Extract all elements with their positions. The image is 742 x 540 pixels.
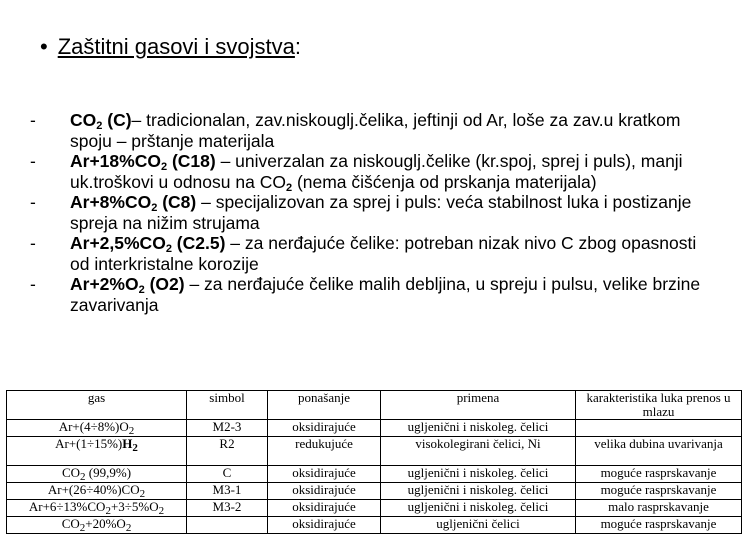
gas-formula: Ar+18%CO (70, 151, 161, 171)
gas-name (70, 110, 132, 130)
slide-title (40, 34, 301, 60)
gas-code: (C2.5) (171, 233, 226, 253)
gas-description: – tradicionalan, zav.niskouglj.čelika, jeftinji od Ar, loše za zav.u kratkom spoju – prštanje materijala (70, 110, 681, 151)
title-colon: : (294, 34, 302, 59)
gas-code: (C18) (167, 151, 216, 171)
cell-gas: $Ar+6\div 13\%CO_2+3\div 5\%O_2$ (7, 500, 187, 517)
cell-karakteristika: moguće rasprskavanje (576, 483, 742, 500)
cell-primena: visokolegirani čelici, Ni (381, 437, 576, 466)
cell-karakteristika: velika dubina uvarivanja (576, 437, 742, 466)
cell-gas: $Ar+(1\div 15\%)H_2$ (7, 437, 187, 466)
gas-formula: CO (70, 110, 97, 130)
gas-table (6, 390, 742, 534)
cell-karakteristika: malo rasprskavanje (576, 500, 742, 517)
gas-formula: Ar+2,5%CO (70, 233, 166, 253)
table-row (7, 500, 742, 517)
cell-simbol (187, 517, 268, 534)
gas-name (70, 151, 216, 171)
table-row (7, 437, 742, 466)
cell-ponasanje: oksidirajuće (268, 466, 381, 483)
gas-subscript: 2 (138, 284, 145, 296)
header-simbol: simbol (187, 391, 268, 420)
gas-description: – za nerđajuće čelike: potreban nizak nivo C zbog opasnosti od interkristalne korozije (70, 233, 697, 274)
gas-code: (C8) (157, 192, 197, 212)
cell-simbol: C (187, 466, 268, 483)
cell-primena: ugljenični čelici (381, 517, 576, 534)
cell-ponasanje: oksidirajuće (268, 500, 381, 517)
header-gas: gas (7, 391, 187, 420)
gas-name (70, 192, 196, 212)
gas-subscript: 2 (96, 120, 103, 132)
table-row (7, 466, 742, 483)
header-primena: primena (381, 391, 576, 420)
header-ponasanje: ponašanje (268, 391, 381, 420)
list-item (30, 274, 710, 315)
gas-formula: Ar+2%O (70, 274, 139, 294)
list-item (30, 192, 710, 233)
cell-ponasanje: oksidirajuće (268, 483, 381, 500)
table-row (7, 517, 742, 534)
gas-description: – specijalizovan za sprej i puls: veća stabilnost luka i postizanje spreja na nižim strujama (70, 192, 692, 233)
cell-gas: $Ar+(4\div 8\%)O_2$ (7, 420, 187, 437)
table-row (7, 483, 742, 500)
list-item (30, 110, 710, 151)
title-bullet: • (40, 34, 48, 59)
cell-karakteristika: moguće rasprskavanje (576, 517, 742, 534)
cell-simbol: M2-3 (187, 420, 268, 437)
cell-gas: $Ar+(26\div 40\%)CO_2$ (7, 483, 187, 500)
gas-formula: Ar+8%CO (70, 192, 152, 212)
cell-simbol: M3-2 (187, 500, 268, 517)
cell-simbol: R2 (187, 437, 268, 466)
table-row (7, 420, 742, 437)
cell-ponasanje: oksidirajuće (268, 420, 381, 437)
gas-description: – univerzalan za niskouglj.čelike (kr.spoj, sprej i puls), manji uk.troškovi u odnosu na CO (70, 151, 683, 192)
gas-subscript: 2 (160, 161, 168, 173)
title-text: Zaštitni gasovi i svojstva (57, 34, 295, 59)
list-item (30, 233, 710, 274)
gas-subscript: 2 (285, 181, 293, 194)
list-dash: - (30, 192, 36, 212)
gas-subscript: 2 (165, 243, 172, 255)
cell-primena: ugljenični i niskoleg. čelici (381, 500, 576, 517)
cell-karakteristika: moguće rasprskavanje (576, 466, 742, 483)
cell-primena: ugljenični i niskoleg. čelici (381, 420, 576, 437)
list-dash: - (30, 110, 36, 130)
gas-name (70, 274, 185, 294)
list-item (30, 151, 710, 192)
cell-primena: ugljenični i niskoleg. čelici (381, 466, 576, 483)
gas-table-container (6, 390, 731, 540)
cell-gas: $CO_2$ (99,9%) (7, 466, 187, 483)
list-dash: - (30, 274, 36, 294)
header-karakteristika: karakteristika luka prenos u mlazu (576, 391, 742, 420)
cell-karakteristika (576, 420, 742, 437)
cell-gas: $CO_2+20\%O_2$ (7, 517, 187, 534)
gas-subscript: 2 (151, 202, 158, 214)
gas-code: (O2) (144, 274, 185, 294)
gas-name (70, 233, 225, 253)
cell-ponasanje: redukujuće (268, 437, 381, 466)
cell-primena: ugljenični i niskoleg. čelici (381, 483, 576, 500)
gas-description: – za nerđajuće čelike malih debljina, u spreju i pulsu, velike brzine zavarivanja (70, 274, 701, 315)
gas-description-cont: (nema čišćenja od prskanja materijala) (292, 171, 597, 192)
list-dash: - (30, 151, 36, 171)
gas-list (30, 110, 710, 315)
list-dash: - (30, 233, 36, 253)
cell-simbol: M3-1 (187, 483, 268, 500)
cell-ponasanje: oksidirajuće (268, 517, 381, 534)
gas-code: (C) (102, 110, 132, 130)
